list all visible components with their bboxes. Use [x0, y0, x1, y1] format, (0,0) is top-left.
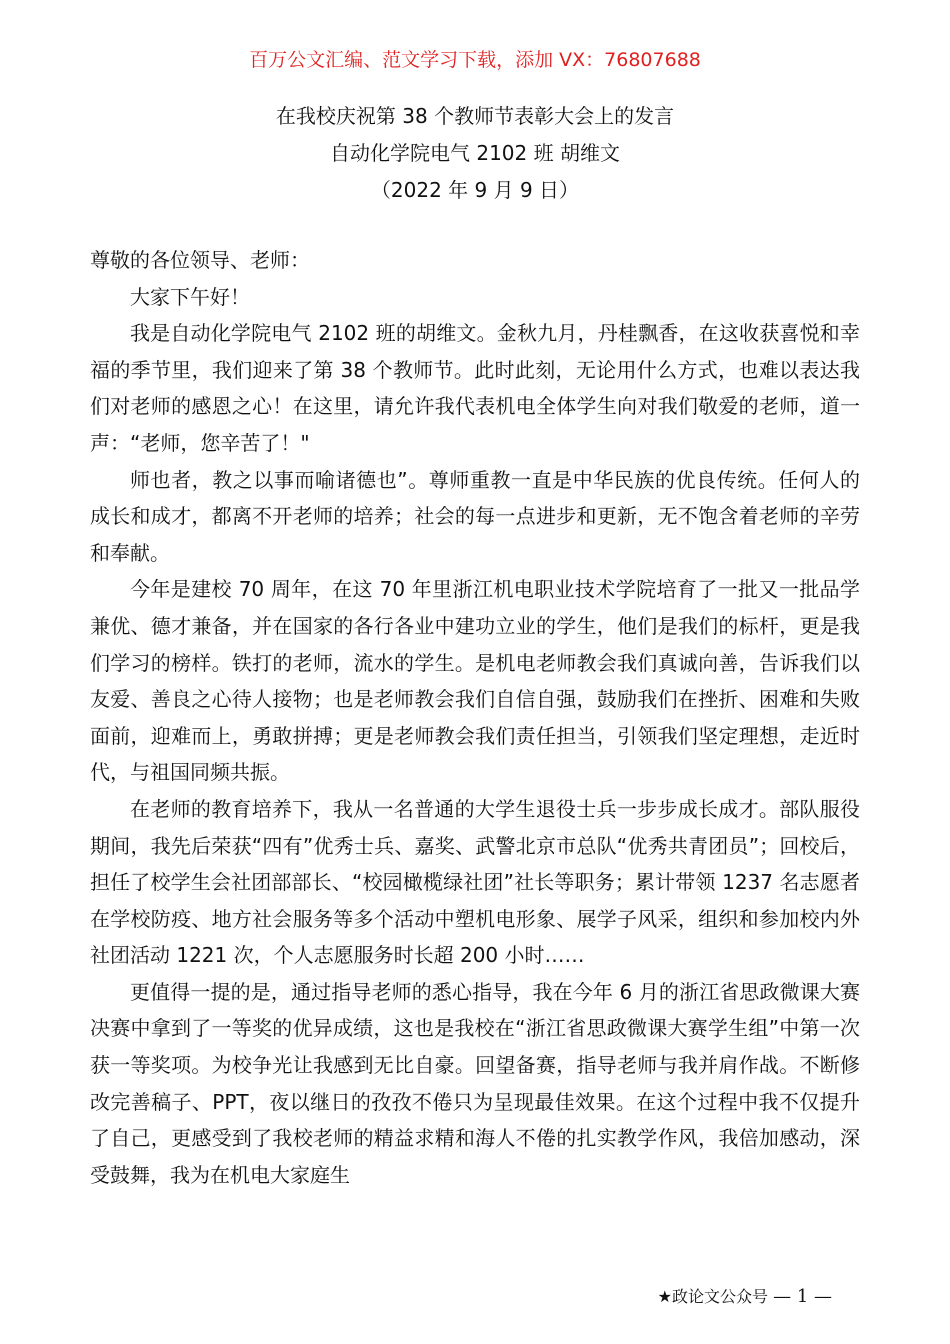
salutation: 尊敬的各位领导、老师：: [90, 248, 310, 272]
paragraph-introduction: 我是自动化学院电气 2102 班的胡维文。金秋九月，丹桂飘香，在这收获喜悦和幸福的季节里，我们迎来了第 38 个教师节。此时此刻，无论用什么方式，也难以表达我们对老师的感恩之心！在这里，请允许我代表机电全体学生向对我们敬爱的老师，道一声：“老师，您辛苦了！": [90, 321, 860, 455]
paragraph-award: 更值得一提的是，通过指导老师的悉心指导，我在今年 6 月的浙江省思政微课大赛决赛中拿到了一等奖的优异成绩，这也是我校在“浙江省思政微课大赛学生组”中第一次获一等奖项。为校争光让我感到无比自豪。回望备赛，指导老师与我并肩作战。不断修改完善稿子、PPT，夜以继日的孜孜不倦只为呈现最佳效果。在这个过程中我不仅提升了自己，更感受到了我校老师的精益求精和海人不倦的扎实教学作风，我倍加感动，深受鼓舞，我为在机电大家庭生: [90, 979, 860, 1187]
page-number: — 1 —: [773, 1286, 832, 1307]
page-footer: [658, 1286, 832, 1308]
speech-title: 在我校庆祝第 38 个教师节表彰大会上的发言: [275, 104, 675, 128]
paragraph-growth: 在老师的教育培养下，我从一名普通的大学生退役士兵一步步成长成才。部队服役期间，我先后荣获“四有”优秀士兵、嘉奖、武警北京市总队“优秀共青团员”；回校后，担任了校学生会社团部部长、“校园橄榄绿社团”社长等职务；累计带领 1237 名志愿者在学校防疫、地方社会服务等多个活动中塑机电形象、展学子风采，组织和参加校内外社团活动 1221 次，个人志愿服务时长超 200 小时……: [90, 796, 860, 968]
speech-body: [90, 242, 860, 1193]
speech-date: （2022 年 9 月 9 日）: [370, 178, 580, 202]
footer-source: ★政论文公众号: [657, 1287, 768, 1306]
paragraph-tradition: 师也者，教之以事而喻诸德也”。尊师重教一直是中华民族的优良传统。任何人的成长和成才，都离不开老师的培养；社会的每一点进步和更新，无不饱含着老师的辛劳和奉献。: [90, 467, 860, 565]
paragraph-greeting: 大家下午好！: [130, 284, 250, 309]
header-banner: 百万公文汇编、范文学习下载，添加 VX：76807688: [249, 49, 701, 71]
title-block: [0, 98, 950, 209]
speaker-line: 自动化学院电气 2102 班 胡维文: [330, 141, 620, 165]
paragraph-anniversary: 今年是建校 70 周年，在这 70 年里浙江机电职业技术学院培育了一批又一批品学兼优、德才兼备，并在国家的各行各业中建功立业的学生，他们是我们的标杆，更是我们学习的榜样。铁打的老师，流水的学生。是机电老师教会我们真诚向善，告诉我们以友爱、善良之心待人接物；也是老师教会我们自信自强，鼓励我们在挫折、困难和失败面前，迎难而上，勇敢拼搏；更是老师教会我们责任担当，引领我们坚定理想，走近时代，与祖国同频共振。: [90, 577, 860, 785]
